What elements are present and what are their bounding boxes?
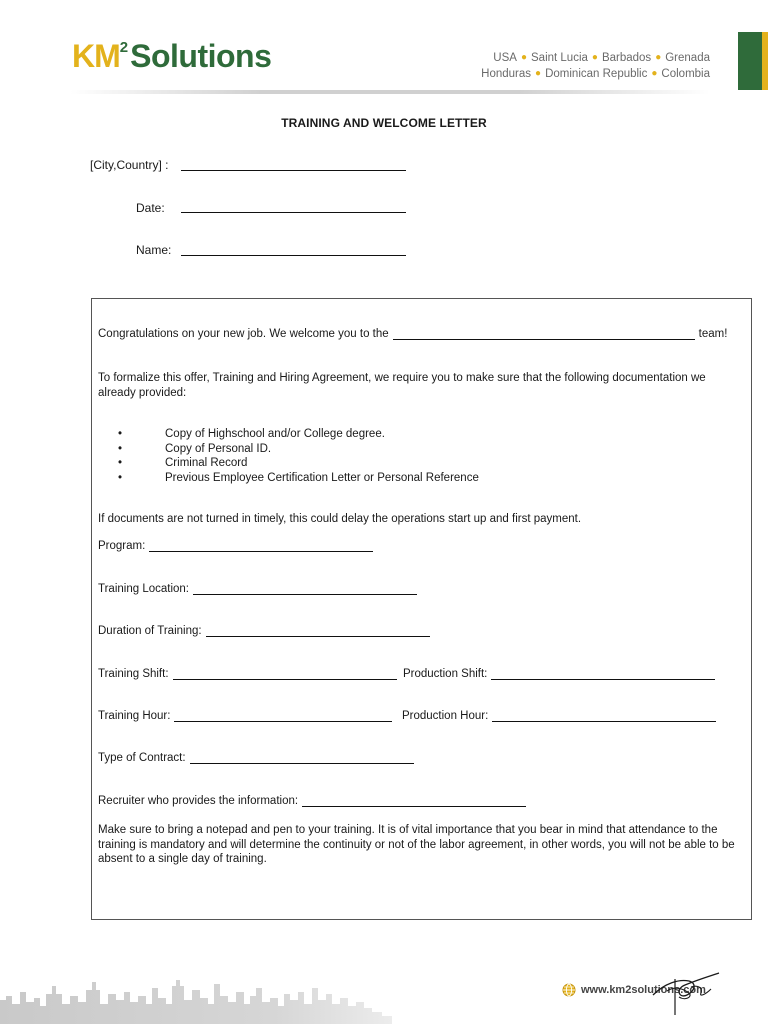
- bullet-dot-icon: ●: [535, 68, 542, 79]
- globe-icon: [562, 983, 576, 997]
- program-label: Program:: [98, 540, 146, 552]
- production-hour-row: [402, 710, 716, 722]
- bullet-icon: •: [118, 428, 123, 440]
- date-label: Date:: [136, 201, 165, 215]
- header-divider: [70, 90, 710, 94]
- company-logo: [72, 36, 271, 76]
- name-field[interactable]: [181, 255, 406, 256]
- bullet-icon: •: [118, 457, 123, 469]
- country-line-2: [481, 66, 710, 82]
- delay-notice: If documents are not turned in timely, this could delay the operations start up and first payment.: [98, 513, 582, 525]
- logo-km: KM: [72, 38, 120, 74]
- production-hour-field[interactable]: [492, 710, 716, 722]
- training-hour-field[interactable]: [174, 710, 392, 722]
- list-item-text: Copy of Highschool and/or College degree.: [165, 428, 385, 440]
- country-name: Saint Lucia: [531, 52, 588, 64]
- bullet-dot-icon: ●: [520, 52, 527, 63]
- list-item: [118, 427, 479, 442]
- country-list: [481, 50, 710, 82]
- production-shift-row: [403, 668, 715, 680]
- list-item-text: Copy of Personal ID.: [165, 442, 272, 455]
- production-shift-label: Production Shift:: [403, 668, 488, 680]
- brand-color-bar: [738, 32, 768, 90]
- bullet-dot-icon: ●: [591, 52, 598, 63]
- training-shift-row: [98, 668, 397, 680]
- list-item: [118, 471, 479, 486]
- date-field[interactable]: [181, 212, 406, 213]
- closing-paragraph: Make sure to bring a notepad and pen to your training. It is of vital importance that you bear in mind that attendance to the training is mandatory and will determine the continuity or not of the labor agreement, in other words, you will not be able to be absent to a single day of training.: [98, 824, 735, 865]
- duration-row: [98, 625, 430, 637]
- list-item: [118, 456, 479, 471]
- country-name: Grenada: [665, 52, 710, 64]
- letter-title: TRAINING AND WELCOME LETTER: [281, 116, 487, 130]
- training-location-field[interactable]: [193, 583, 417, 595]
- bullet-icon: •: [118, 442, 123, 455]
- city-skyline: [0, 974, 392, 1024]
- city-country-label: [City,Country] :: [90, 158, 169, 172]
- recruiter-field[interactable]: [302, 795, 526, 807]
- program-row: [98, 540, 373, 552]
- training-shift-label: Training Shift:: [98, 668, 169, 680]
- country-line-1: [481, 50, 710, 66]
- bullet-dot-icon: ●: [651, 68, 658, 79]
- contract-row: [98, 752, 414, 764]
- country-name: Colombia: [661, 68, 710, 80]
- list-item-text: Criminal Record: [165, 457, 248, 469]
- footer-url-text: www.km2solutions.com: [581, 984, 706, 996]
- city-country-field[interactable]: [181, 170, 406, 171]
- duration-label: Duration of Training:: [98, 625, 202, 637]
- name-label: Name:: [136, 243, 172, 257]
- logo-solutions: Solutions: [130, 38, 272, 74]
- training-hour-label: Training Hour:: [98, 710, 171, 722]
- country-name: USA: [493, 52, 517, 64]
- production-hour-label: Production Hour:: [402, 710, 489, 722]
- list-item-text: Previous Employee Certification Letter or Personal Reference: [165, 471, 479, 484]
- training-location-label: Training Location:: [98, 583, 189, 595]
- team-name-field[interactable]: [393, 328, 695, 340]
- contract-field[interactable]: [190, 752, 414, 764]
- brand-bar-green: [738, 32, 762, 90]
- duration-field[interactable]: [206, 625, 430, 637]
- training-hour-row: [98, 710, 392, 722]
- country-name: Honduras: [481, 68, 532, 80]
- contract-label: Type of Contract:: [98, 752, 186, 764]
- recruiter-row: [98, 795, 526, 807]
- production-shift-field[interactable]: [491, 668, 715, 680]
- team-text: team!: [698, 328, 728, 340]
- congrats-text: Congratulations on your new job. We welcome you to the: [98, 328, 389, 340]
- country-name: Dominican Republic: [545, 68, 648, 80]
- bullet-dot-icon: ●: [655, 52, 662, 63]
- documents-list: [118, 427, 479, 485]
- brand-bar-yellow: [762, 32, 768, 90]
- formalize-paragraph: To formalize this offer, Training and Hiring Agreement, we require you to make sure that the following documentation we already provided:: [98, 372, 706, 399]
- bullet-icon: •: [118, 471, 123, 484]
- congrats-row: [98, 328, 743, 340]
- program-field[interactable]: [149, 540, 373, 552]
- signature: [645, 965, 725, 1017]
- recruiter-label: Recruiter who provides the information:: [98, 795, 299, 807]
- country-name: Barbados: [601, 52, 652, 64]
- list-item: [118, 442, 479, 457]
- training-location-row: [98, 583, 417, 595]
- training-shift-field[interactable]: [173, 668, 397, 680]
- logo-superscript: 2: [119, 39, 129, 56]
